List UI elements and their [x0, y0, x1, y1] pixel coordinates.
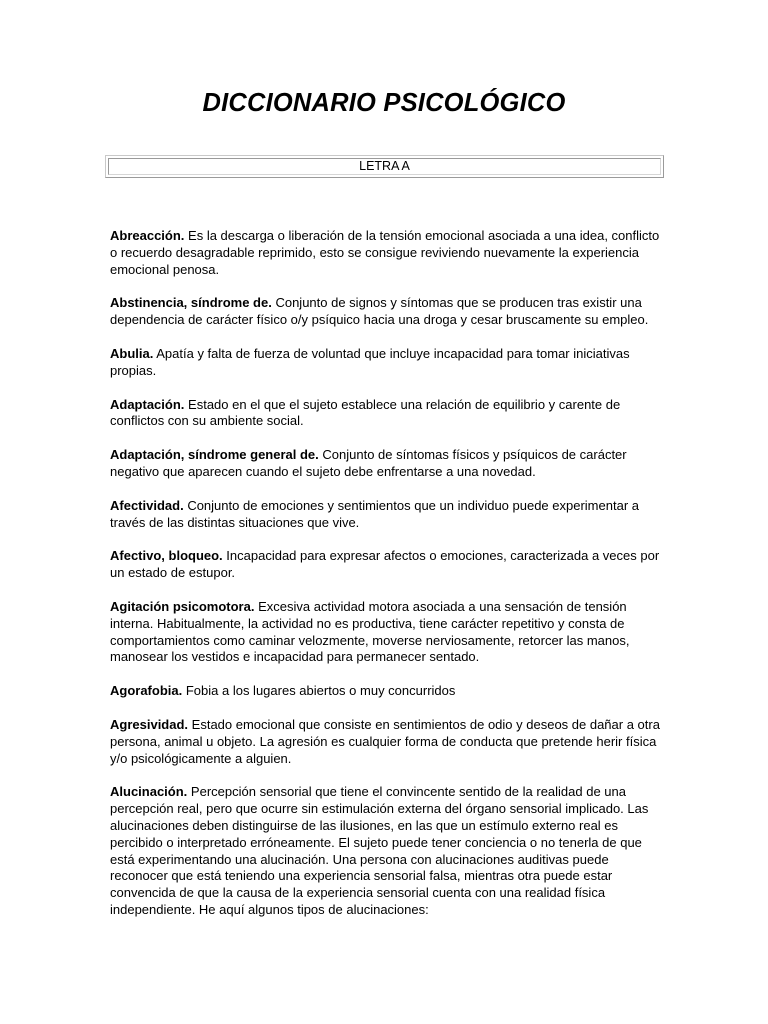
- dictionary-entry: [110, 228, 662, 278]
- entry-term: Abulia.: [110, 345, 154, 361]
- entry-definition: Percepción sensorial que tiene el convincente sentido de la realidad de una percepción real, pero que ocurre sin estimulación externa del órgano sensorial implicado. Las alucinaciones deben distinguirse de las ilusiones, en las que un estímulo externo real es percibido o interpretado erróneamente. El sujeto puede tener conciencia o no tenerla de que está experimentando una alucinación. Una persona con alucinaciones auditivas puede reconocer que está teniendo una experiencia sensorial falsa, mientras otra puede estar convencida de que la causa de la experiencia sensorial cuenta con una realidad física independiente. He aquí algunos tipos de alucinaciones:: [110, 784, 649, 917]
- entry-term: Abstinencia, síndrome de.: [110, 295, 272, 311]
- entry-definition: Conjunto de síntomas físicos y psíquicos de carácter negativo que aparecen cuando el sujeto debe enfrentarse a una novedad.: [110, 447, 627, 479]
- entry-list: [110, 228, 662, 936]
- entry-term: Agorafobia.: [110, 683, 183, 699]
- entry-term: Alucinación.: [110, 784, 188, 800]
- page-title: DICCIONARIO PSICOLÓGICO: [202, 89, 566, 117]
- dictionary-entry: [110, 717, 662, 767]
- entry-term: Agitación psicomotora.: [110, 598, 255, 614]
- dictionary-entry: [110, 548, 662, 582]
- entry-definition: Apatía y falta de fuerza de voluntad que incluye incapacidad para tomar iniciativas propias.: [110, 345, 630, 378]
- entry-definition: Estado en el que el sujeto establece una relación de equilibrio y carente de conflictos con su ambiente social.: [110, 396, 621, 429]
- entry-term: Agresividad.: [110, 716, 189, 732]
- entry-term: Adaptación.: [110, 396, 185, 412]
- dictionary-entry: [110, 346, 662, 380]
- entry-definition: Conjunto de signos y síntomas que se producen tras existir una dependencia de carácter físico o/y psíquico hacia una droga y cesar bruscamente su empleo.: [110, 295, 649, 328]
- dictionary-entry: [110, 599, 662, 666]
- entry-definition: Es la descarga o liberación de la tensión emocional asociada a una idea, conflicto o recuerdo desagradable reprimido, esto se consigue reviviendo nuevamente la experiencia emocional penosa.: [110, 228, 660, 277]
- entry-term: Abreacción.: [110, 228, 185, 243]
- dictionary-entry: [110, 498, 662, 532]
- entry-term: Adaptación, síndrome general de.: [110, 447, 319, 463]
- dictionary-entry: [110, 683, 662, 700]
- entry-term: Afectivo, bloqueo.: [110, 548, 223, 564]
- entry-definition: Excesiva actividad motora asociada a una sensación de tensión interna. Habitualmente, la actividad no es productiva, tiene carácter repetitivo y consta de comportamientos como caminar velozmente, moverse nerviosamente, retorcer las manos, manosear los vestidos e incapacidad para permanecer sentado.: [110, 598, 630, 665]
- dictionary-entry: [110, 397, 662, 431]
- letter-heading-box: [105, 155, 664, 178]
- entry-term: Afectividad.: [110, 497, 184, 513]
- dictionary-entry: [110, 447, 662, 481]
- dictionary-entry: [110, 784, 662, 918]
- entry-definition: Incapacidad para expresar afectos o emociones, caracterizada a veces por un estado de estupor.: [110, 548, 660, 581]
- entry-definition: Conjunto de emociones y sentimientos que un individuo puede experimentar a través de las distintas situaciones que vive.: [110, 497, 639, 530]
- letter-heading: LETRA A: [108, 158, 661, 175]
- entry-definition: Fobia a los lugares abiertos o muy concurridos: [185, 683, 456, 699]
- entry-definition: Estado emocional que consiste en sentimientos de odio y deseos de dañar a otra persona, animal u objeto. La agresión es cualquier forma de conducta que pretende herir física y/o psicológicamente a alguien.: [110, 716, 660, 766]
- dictionary-entry: [110, 295, 662, 329]
